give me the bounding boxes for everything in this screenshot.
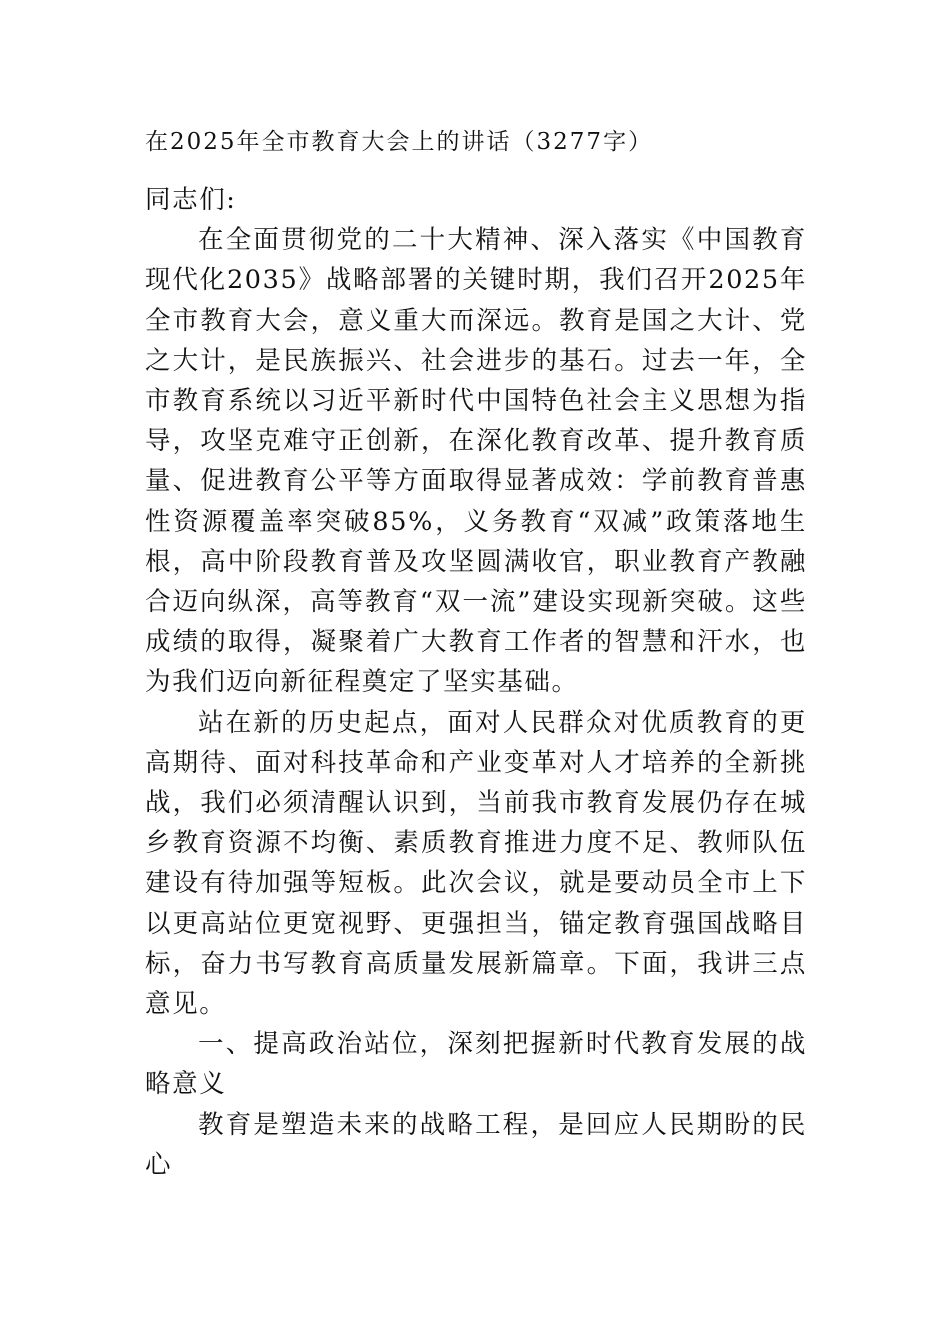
section-heading-1: 一、提高政治站位，深刻把握新时代教育发展的战略意义 (145, 1029, 807, 1100)
paragraph-intro: 在全面贯彻党的二十大精神、深入落实《中国教育现代化2035》战略部署的关键时期，我们召开2025年全市教育大会，意义重大而深远。教育是国之大计、党之大计，是民族振兴、社会进步的基石。过去一年，全市教育系统以习近平新时代中国特色社会主义思想为指导，攻坚克难守正创新，在深化教育改革、提升教育质量、促进教育公平等方面取得显著成效：学前教育普惠性资源覆盖率突破85%，义务教育“双减”政策落地生根，高中阶段教育普及攻坚圆满收官，职业教育产教融合迈向纵深，高等教育“双一流”建设实现新突破。这些成绩的取得，凝聚着广大教育工作者的智慧和汗水，也为我们迈向新征程奠定了坚实基础。 (145, 225, 807, 698)
paragraph-challenges: 站在新的历史起点，面对人民群众对优质教育的更高期待、面对科技革命和产业变革对人才培养的全新挑战，我们必须清醒认识到，当前我市教育发展仍存在城乡教育资源不均衡、素质教育推进力度不足、教师队伍建设有待加强等短板。此次会议，就是要动员全市上下以更高站位更宽视野、更强担当，锚定教育强国战略目标，奋力书写教育高质量发展新篇章。下面，我讲三点意见。 (145, 707, 807, 1020)
document-body (145, 180, 807, 1185)
document-title: 在2025年全市教育大会上的讲话（3277字） (145, 129, 654, 155)
salutation: 同志们: (145, 185, 237, 215)
paragraph-section-1: 教育是塑造未来的战略工程，是回应人民期盼的民心 (145, 1109, 807, 1180)
